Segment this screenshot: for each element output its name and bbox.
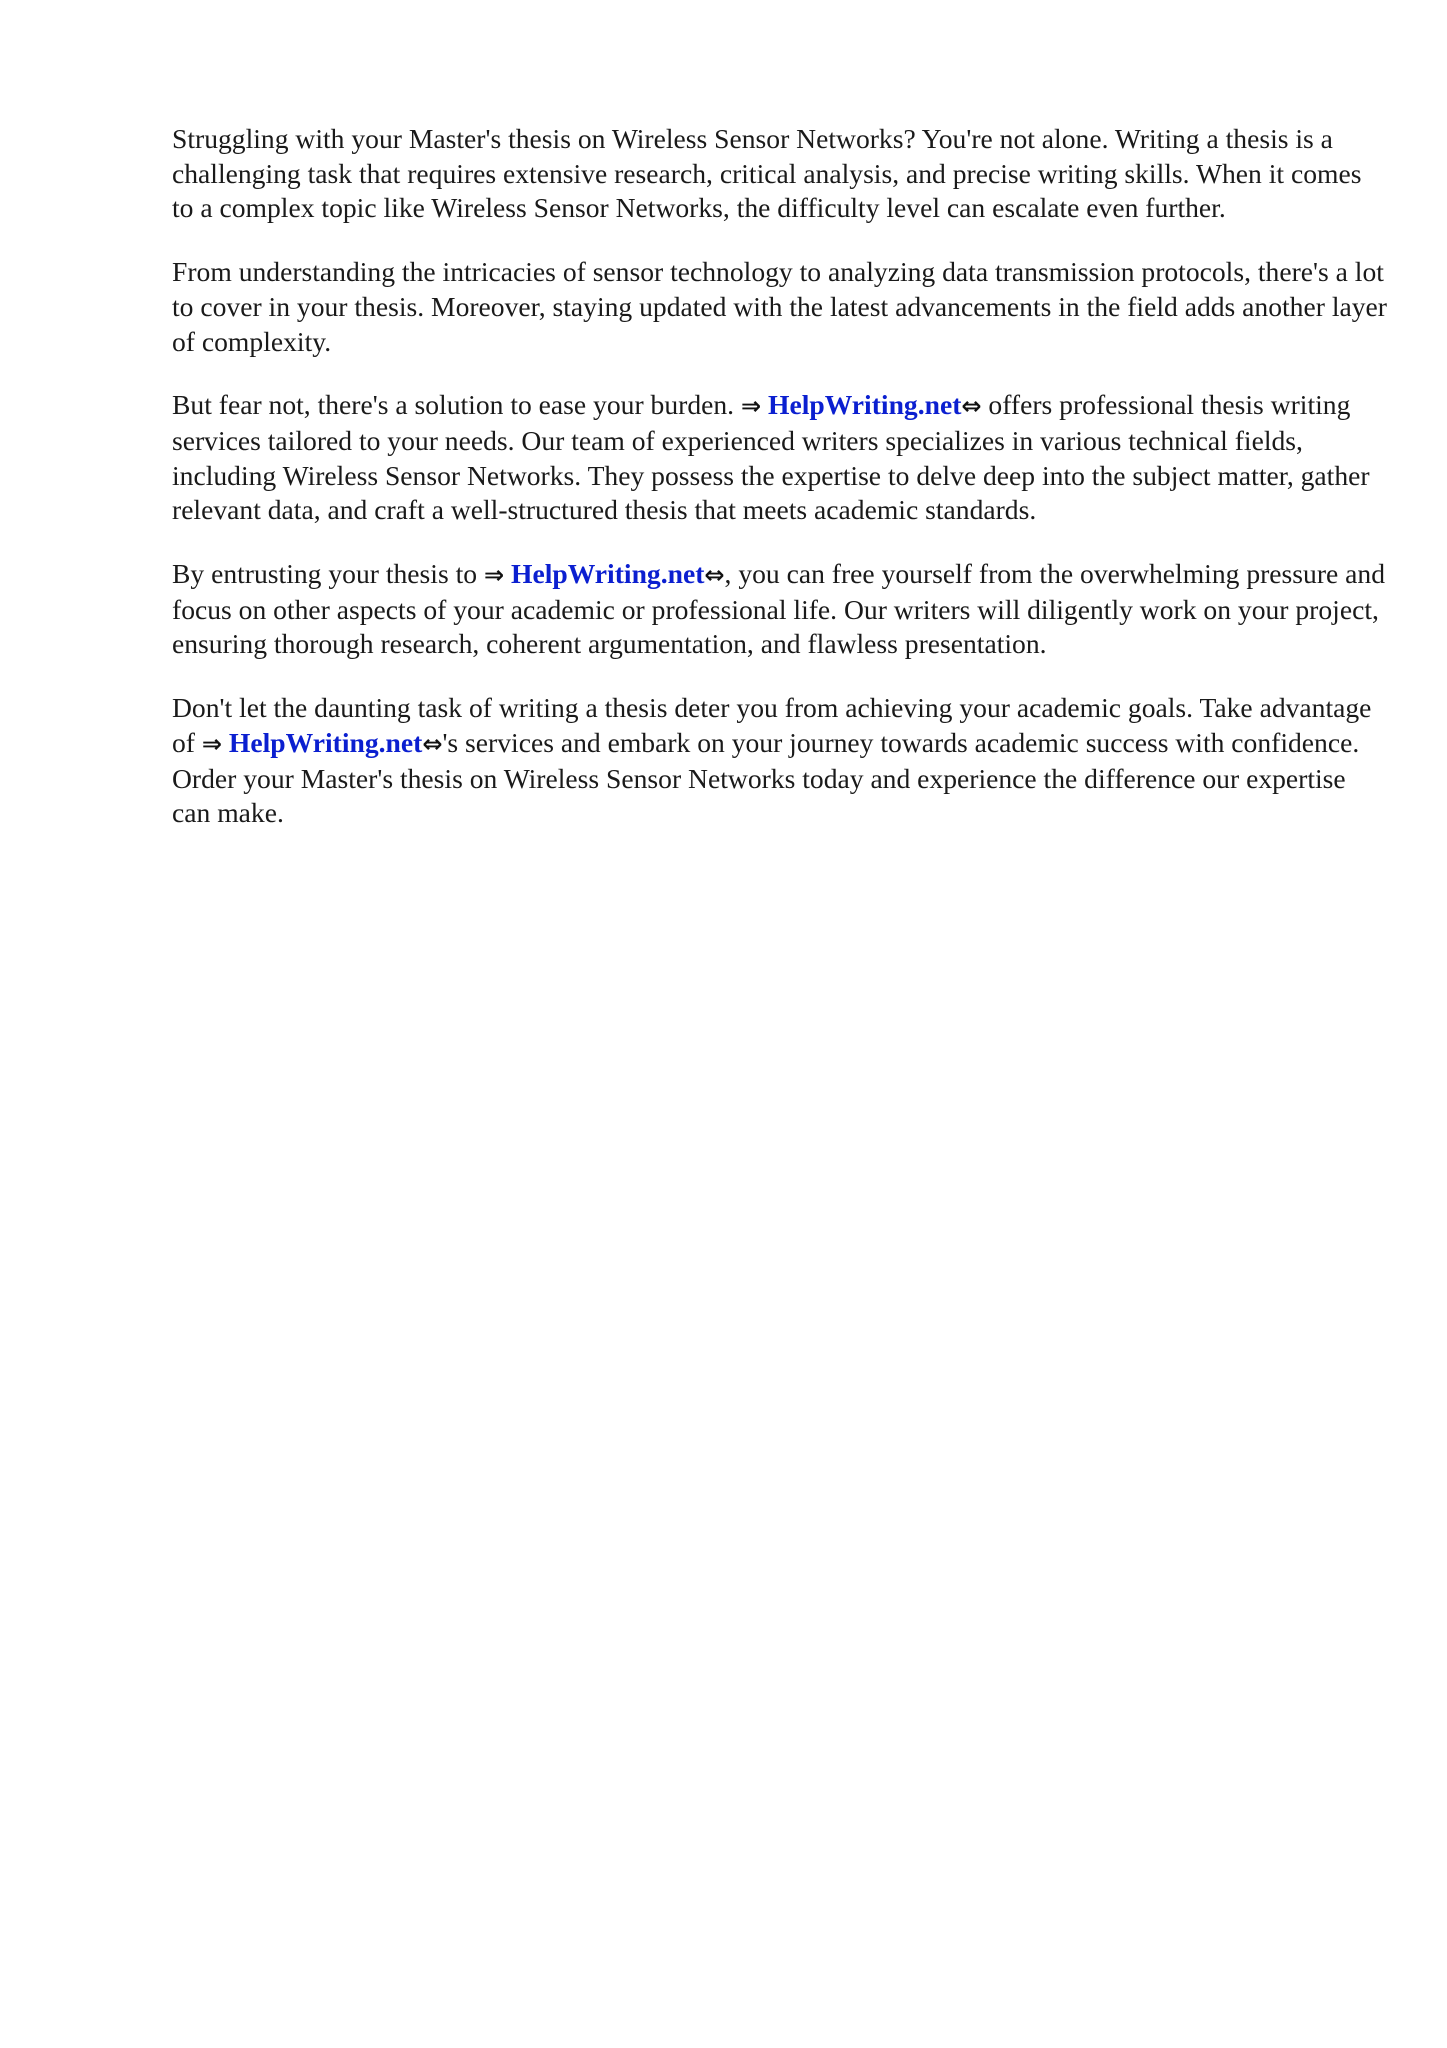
- paragraph-text: Struggling with your Master's thesis on Wireless Sensor Networks? You're not alone. Writing a thesis is a challenging task that requires extensive research, critical analysis, and precise writing skills. When it comes to a complex topic like Wireless Sensor Networks, the difficulty level can escalate even further.: [172, 123, 1362, 224]
- paragraph-complexity: [172, 255, 1387, 359]
- helpwriting-link[interactable]: HelpWriting.net: [767, 389, 962, 421]
- paragraph-text-after: offers professional thesis writing services tailored to your needs. Our team of experienced writers specializes in various technical fields, including Wireless Sensor Networks. They possess the expertise to delve deep into the subject matter, gather relevant data, and craft a well-structured thesis that meets academic standards.: [172, 389, 1370, 526]
- double-right-arrow-icon: ⇒: [483, 561, 505, 590]
- helpwriting-link[interactable]: HelpWriting.net: [228, 726, 423, 758]
- paragraph-text: From understanding the intricacies of sensor technology to analyzing data transmission protocols, there's a lot to cover in your thesis. Moreover, staying updated with the latest advancements in the field adds another layer of complexity.: [172, 256, 1387, 357]
- double-left-right-arrow-icon: ⇔: [961, 392, 982, 421]
- double-left-right-arrow-icon: ⇔: [422, 729, 443, 758]
- paragraph-entrusting: [172, 557, 1387, 662]
- helpwriting-link[interactable]: HelpWriting.net: [510, 558, 705, 590]
- double-right-arrow-icon: ⇒: [740, 392, 762, 421]
- paragraph-text-after: 's services and embark on your journey towards academic success with confidence. Order your Master's thesis on Wireless Sensor Networks today and experience the difference our expertise can make.: [172, 726, 1360, 829]
- paragraph-text-before: Don't let the daunting task of writing a thesis deter you from achieving your academic goals. Take advantage of: [172, 692, 1372, 758]
- paragraph-text-after: , you can free yourself from the overwhelming pressure and focus on other aspects of your academic or professional life. Our writers will diligently work on your project, ensuring thorough research, coherent argumentation, and flawless presentation.: [172, 558, 1386, 660]
- double-left-right-arrow-icon: ⇔: [704, 561, 725, 590]
- paragraph-text-before: By entrusting your thesis to: [172, 558, 478, 590]
- paragraph-solution: [172, 388, 1387, 528]
- document-body: [172, 122, 1387, 860]
- paragraph-text-before: But fear not, there's a solution to ease your burden.: [172, 389, 735, 421]
- double-right-arrow-icon: ⇒: [201, 729, 223, 758]
- paragraph-intro: [172, 122, 1387, 226]
- paragraph-call-to-action: [172, 691, 1387, 831]
